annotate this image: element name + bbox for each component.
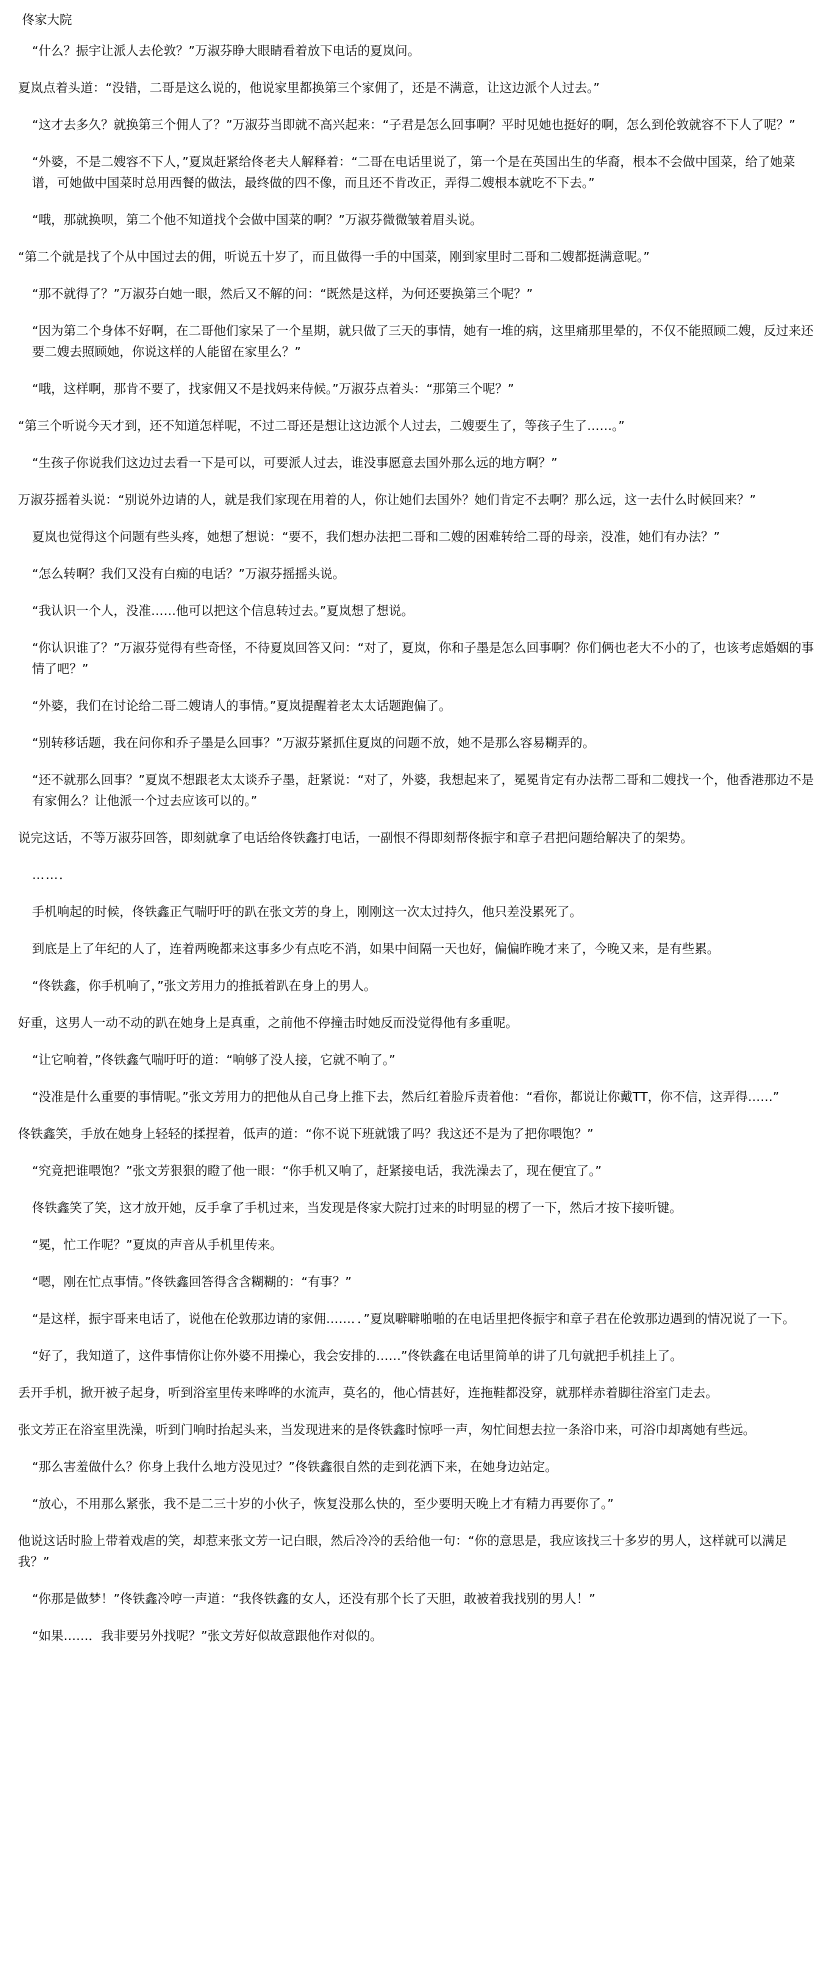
paragraph: “外婆，我们在讨论给二哥二嫂请人的事情。”夏岚提醒着老太太话题跑偏了。 [32, 698, 452, 713]
paragraph: 手机响起的时候，佟铁鑫正气喘吁吁的趴在张文芳的身上，刚刚这一次太过持久，他只差没累死了。 [32, 904, 583, 919]
paragraph: “生孩子你说我们这边过去看一下是可以，可要派人过去，谁没事愿意去国外那么远的地方啊？” [32, 455, 558, 470]
paragraph: “那么害羞做什么？你身上我什么地方没见过？”佟铁鑫很自然的走到花洒下来，在她身边站定。 [32, 1459, 558, 1474]
paragraph: 夏岚点着头道：“没错，二哥是这么说的，他说家里都换第三个家佣了，还是不满意，让这边派个人过去。” [18, 80, 600, 95]
paragraph: “第三个听说今天才到，还不知道怎样呢，不过二哥还是想让这边派个人过去，二嫂要生了，等孩子生了……。” [18, 418, 625, 433]
paragraph: “哦，这样啊，那肯不要了，找家佣又不是找妈来侍候。”万淑芬点着头：“那第三个呢？” [32, 381, 515, 396]
document-body [18, 40, 817, 1646]
paragraph: “那不就得了？”万淑芬白她一眼，然后又不解的问：“既然是这样，为何还要换第三个呢？” [32, 286, 533, 301]
paragraph: “好了，我知道了，这件事情你让你外婆不用操心，我会安排的……”佟铁鑫在电话里简单的讲了几句就把手机挂上了。 [32, 1348, 683, 1363]
paragraph: 张文芳正在浴室里洗澡，听到门响时抬起头来，当发现进来的是佟铁鑫时惊呼一声，匆忙间想去拉一条浴巾来，可浴巾却离她有些远。 [18, 1422, 756, 1437]
paragraph: 好重，这男人一动不动的趴在她身上是真重，之前他不停撞击时她反而没觉得他有多重呢。 [18, 1015, 519, 1030]
paragraph: “冕，忙工作呢？”夏岚的声音从手机里传来。 [32, 1237, 283, 1252]
paragraph: “佟铁鑫，你手机响了，”张文芳用力的推抵着趴在身上的男人。 [32, 978, 377, 993]
paragraph: “是这样，振宇哥来电话了，说他在伦敦那边请的家佣……．．”夏岚噼噼啪啪的在电话里把佟振宇和章子君在伦敦那边遇到的情况说了一下。 [32, 1311, 795, 1326]
paragraph: ……． [32, 867, 73, 882]
paragraph: “我认识一个人，没准……他可以把这个信息转过去。”夏岚想了想说。 [32, 603, 414, 618]
paragraph: “外婆，不是二嫂容不下人，”夏岚赶紧给佟老夫人解释着：“二哥在电话里说了，第一个是在英国出生的华裔，根本不会做中国菜，给了她菜谱，可她做中国菜时总用西餐的做法，最终做的四不像，而且还不肯改正，弄得二嫂根本就吃不下去。” [32, 154, 796, 190]
paragraph: 说完这话，不等万淑芬回答，即刻就拿了电话给佟铁鑫打电话，一副恨不得即刻帮佟振宇和章子君把问题给解决了的架势。 [18, 830, 694, 845]
paragraph: “因为第二个身体不好啊，在二哥他们家呆了一个星期，就只做了三天的事情，她有一堆的病，这里痛那里晕的，不仅不能照顾二嫂，反过来还要二嫂去照顾她，你说这样的人能留在家里么？” [32, 323, 814, 359]
paragraph: 夏岚也觉得这个问题有些头疼，她想了想说：“要不，我们想办法把二哥和二嫂的困难转给二哥的母亲，没准，她们有办法？” [32, 529, 720, 544]
paragraph: 佟铁鑫笑了笑，这才放开她，反手拿了手机过来，当发现是佟家大院打过来的时明显的楞了一下，然后才按下接听键。 [32, 1200, 683, 1215]
paragraph: 到底是上了年纪的人了，连着两晚都来这事多少有点吃不消，如果中间隔一天也好，偏偏昨晚才来了，今晚又来，是有些累。 [32, 941, 720, 956]
paragraph: “你认识谁了？”万淑芬觉得有些奇怪，不待夏岚回答又问：“对了，夏岚，你和子墨是怎么回事啊？你们俩也老大不小的了，也该考虑婚姻的事情了吧？” [32, 640, 814, 676]
paragraph: “放心，不用那么紧张，我不是二三十岁的小伙子，恢复没那么快的，至少要明天晚上才有精力再要你了。” [32, 1496, 614, 1511]
page-title: 佟家大院 [22, 12, 73, 27]
paragraph: “这才去多久？就换第三个佣人了？”万淑芬当即就不高兴起来：“子君是怎么回事啊？平时见她也挺好的啊，怎么到伦敦就容不下人了呢？” [32, 117, 796, 132]
paragraph: 丢开手机，掀开被子起身，听到浴室里传来哗哗的水流声，莫名的，他心情甚好，连拖鞋都没穿，就那样赤着脚往浴室门走去。 [18, 1385, 719, 1400]
paragraph: “别转移话题，我在问你和乔子墨是么回事？”万淑芬紧抓住夏岚的问题不放，她不是那么容易糊弄的。 [32, 735, 595, 750]
paragraph: “嗯，刚在忙点事情。”佟铁鑫回答得含含糊糊的：“有事？” [32, 1274, 352, 1289]
paragraph: “什么？振宇让派人去伦敦？”万淑芬睁大眼睛看着放下电话的夏岚问。 [32, 43, 420, 58]
paragraph: “怎么转啊？我们又没有白痴的电话？”万淑芬摇摇头说。 [32, 566, 345, 581]
paragraph: “没准是什么重要的事情呢。”张文芳用力的把他从自己身上推下去，然后红着脸斥责着他：“看你，都说让你戴TT，你不信，这弄得……” [32, 1089, 780, 1104]
paragraph: “第二个就是找了个从中国过去的佣，听说五十岁了，而且做得一手的中国菜，刚到家里时二哥和二嫂都挺满意呢。” [18, 249, 650, 264]
paragraph: “还不就那么回事？”夏岚不想跟老太太谈乔子墨，赶紧说：“对了，外婆，我想起来了，冕冕肯定有办法帮二哥和二嫂找一个，他香港那边不是有家佣么？让他派一个过去应该可以的。” [32, 772, 814, 808]
paragraph: 佟铁鑫笑，手放在她身上轻轻的揉捏着，低声的道：“你不说下班就饿了吗？我这还不是为了把你喂饱？” [18, 1126, 594, 1141]
paragraph: “如果……．我非要另外找呢？”张文芳好似故意跟他作对似的。 [32, 1628, 383, 1643]
paragraph: “究竟把谁喂饱？”张文芳狠狠的瞪了他一眼：“你手机又响了，赶紧接电话，我洗澡去了，现在便宜了。” [32, 1163, 602, 1178]
paragraph: 他说这话时脸上带着戏虐的笑，却惹来张文芳一记白眼，然后冷冷的丢给他一句：“你的意思是，我应该找三十多岁的男人，这样就可以满足我？” [18, 1533, 787, 1569]
paragraph: “哦，那就换呗，第二个他不知道找个会做中国菜的啊？”万淑芬微微皱着眉头说。 [32, 212, 483, 227]
paragraph: 万淑芬摇着头说：“别说外边请的人，就是我们家现在用着的人，你让她们去国外？她们肯定不去啊？那么远，这一去什么时候回来？” [18, 492, 756, 507]
paragraph: “你那是做梦！”佟铁鑫冷哼一声道：“我佟铁鑫的女人，还没有那个长了天胆，敢被着我找别的男人！” [32, 1591, 596, 1606]
paragraph: “让它响着，”佟铁鑫气喘吁吁的道：“响够了没人接，它就不响了。” [32, 1052, 396, 1067]
